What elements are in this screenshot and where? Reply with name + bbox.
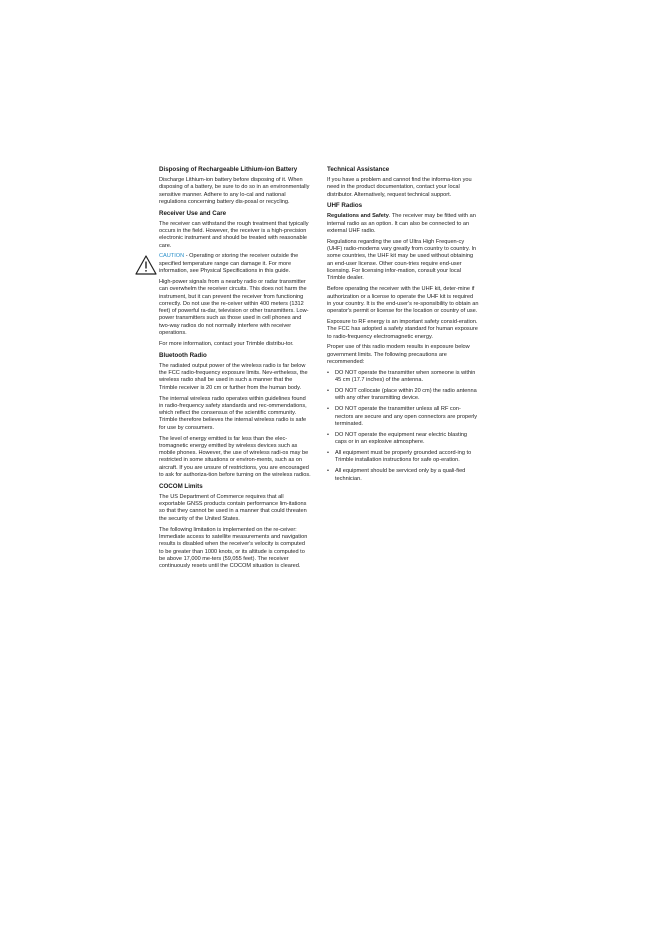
list-item: • DO NOT operate the transmitter when someone is within 45 cm (17.7 inches) of the antenna.	[327, 369, 476, 384]
paragraph: The radiated output power of the wireless radio is far below the FCC radio-frequency exposure limits. Nev-ertheless, the wireless radio shall be used in such a manner that the Trimble receiver is 20 cm or further from the human body.	[159, 362, 308, 391]
paragraph: Regulations regarding the use of Ultra High Frequen-cy (UHF) radio-modems vary greatly from country to country. In some countries, the UHF kit may be used without obtaining an end-user license. Other coun-tries require end-user licensing. For licensing infor-mation, consult your local Trimble dealer.	[327, 238, 477, 282]
section-heading-uhf-radios: UHF Radios	[327, 202, 363, 210]
list-item: • All equipment must be properly grounded accord-ing to Trimble installation instructions for safe op-eration.	[327, 450, 472, 464]
paragraph: Before operating the receiver with the UHF kit, deter-mine if authorization or a license to operate the UHF kit is required in your country. It is the end-user's re-sponsibility to obtain an operator's permit or license for the location or country of use.	[327, 286, 479, 315]
caution-block	[159, 253, 311, 275]
paragraph	[327, 213, 479, 235]
paragraph: The internal wireless radio operates within guidelines found in radio-frequency safety standards and rec-ommendations, which reflect the consensus of the scientific community. Trimble therefore believes the internal wireless radio is safe for use by consumers.	[159, 395, 307, 431]
paragraph: For more information, contact your Trimble distribu-tor.	[159, 340, 294, 347]
right-column	[327, 166, 479, 486]
regulations-label: Regulations and Safety	[327, 213, 389, 220]
caution-text: - Operating or storing the receiver outside the specified temperature range can damage it. For more information, see Physical Specifications in this guide.	[159, 253, 299, 275]
paragraph: The US Department of Commerce requires that all exportable GNSS products contain performance lim-itations so that they cannot be used in a manner that could threaten the security of the United States.	[159, 493, 307, 522]
bullet-icon: •	[327, 369, 329, 376]
bullet-icon: •	[327, 431, 329, 438]
bullet-icon: •	[327, 406, 329, 413]
section-heading-bluetooth: Bluetooth Radio	[159, 351, 207, 359]
paragraph: Proper use of this radio modem results in exposure below government limits. The following precautions are recommended:	[327, 344, 470, 366]
regulations-text: . The receiver may be fitted with an internal radio as an option. It can also be connected to an external UHF radio.	[327, 213, 476, 234]
caution-label: CAUTION	[159, 253, 185, 260]
list-item: • DO NOT operate the transmitter unless all RF con-nectors are secure and any open connectors are properly terminated.	[327, 406, 478, 427]
bullet-icon: •	[327, 468, 329, 475]
paragraph: The receiver can withstand the rough treatment that typically occurs in the field. However, the receiver is a high-precision electronic instrument and should be treated with reasonable care.	[159, 220, 309, 249]
section-heading-cocom: COCOM Limits	[159, 482, 203, 490]
paragraph: The following limitation is implemented on the re-ceiver: Immediate access to satellite measurements and navigation results is disabled when the receiver's velocity is computed to be greater than 1000 knots, or its altitude is computed to be above 17,000 me-ters (59,055 feet). The receiver continuously resets until the COCOM situation is cleared.	[159, 526, 308, 570]
paragraph: The level of energy emitted is far less than the elec-tromagnetic energy emitted by wireless devices such as mobile phones. However, the use of wireless radi-os may be restricted in some situations or environ-ments, such as on aircraft. If you are unsure of restrictions, you are encouraged to ask for authoriza-tion before turning on the wireless radios.	[159, 435, 311, 479]
list-item: • All equipment should be serviced only by a quali-fied technician.	[327, 468, 466, 482]
warning-triangle-icon	[135, 255, 157, 275]
paragraph: Exposure to RF energy is an important safety consid-eration. The FCC has adopted a safety standard for human exposure to radio-frequency electromagnetic energy.	[327, 319, 478, 340]
section-heading-technical-assistance: Technical Assistance	[327, 166, 390, 173]
precautions-list	[327, 370, 479, 483]
paragraph: Discharge Lithium-ion battery before disposing of it. When disposing of a battery, be sure to do so in an environmentally sensitive manner. Adhere to any lo-cal and national regulations concerning battery dis-posal or recycling.	[159, 176, 310, 205]
bullet-icon: •	[327, 450, 329, 457]
list-item: • DO NOT operate the equipment near electric blasting caps or in an explosive atmosphere.	[327, 431, 468, 446]
paragraph: High-power signals from a nearby radio or radar transmitter can overwhelm the receiver circuits. This does not harm the instrument, but it can prevent the receiver from functioning correctly. Do not use the re-ceiver within 400 meters (1312 feet) of powerful ra-dar, television or other transmitters. Low-power transmitters such as those used in cell phones and two-way radios do not normally interfere with receiver operations.	[159, 278, 309, 336]
paragraph: If you have a problem and cannot find the informa-tion you need in the product documentation, contact your local distributor. Alternatively, request technical support.	[327, 176, 472, 198]
list-item: • DO NOT collocate (place within 20 cm) the radio antenna with any other transmitting device.	[327, 388, 477, 402]
section-heading-receiver-care: Receiver Use and Care	[159, 209, 227, 217]
section-heading-battery: Disposing of Rechargeable Lithium-ion Battery	[159, 166, 298, 173]
left-column	[159, 166, 311, 574]
bullet-icon: •	[327, 388, 329, 395]
caution-paragraph	[159, 253, 311, 275]
